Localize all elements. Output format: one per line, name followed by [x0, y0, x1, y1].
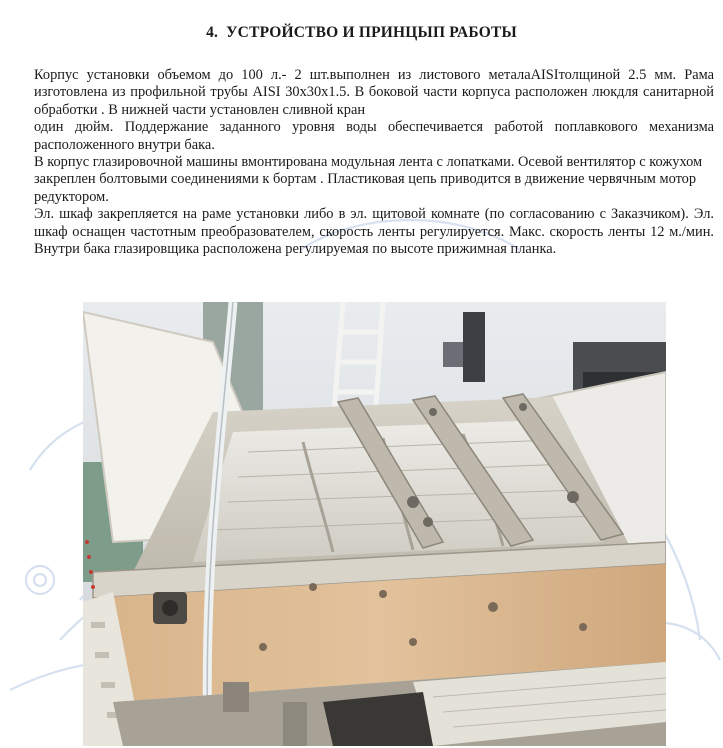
paragraph-2: один дюйм. Поддержание заданного уровня воды обеспечивается работой поплавкового механизма расположенного внутри бака. — [34, 119, 714, 153]
paragraph-4: Эл. шкаф закрепляется на раме установки либо в эл. щитовой комнате (по согласованию с Заказчиком). Эл. шкаф оснащен частотным преобразователем, скорость ленты регулируется. Макс. скорость ленты 12 м./мин. Внутри бака глазировщика расположена регулируемая по высоте прижимная планка. — [34, 206, 714, 258]
section-heading — [0, 24, 723, 42]
body-text — [34, 67, 714, 258]
machine-photo — [83, 302, 666, 746]
section-title: УСТРОЙСТВО И ПРИНЦЫП РАБОТЫ — [226, 24, 517, 41]
paragraph-1: Корпус установки объемом до 100 л.- 2 шт.выполнен из листового металаAISIтолщиной 2.5 мм. Рама изготовлена из профильной трубы AISI 30х30х1.5. В боковой части корпуса расположен люкдля санитарной обработки . В нижней части установлен сливной кран — [34, 67, 714, 118]
paragraph-3: В корпус глазировочной машины вмонтирована модульная лента с лопатками. Осевой вентилятор с кожухом закреплен болтовыми соединениями к бортам . Пластиковая цепь приводится в движение червячным мотор редуктором. — [34, 154, 703, 205]
section-number: 4. — [206, 24, 219, 41]
